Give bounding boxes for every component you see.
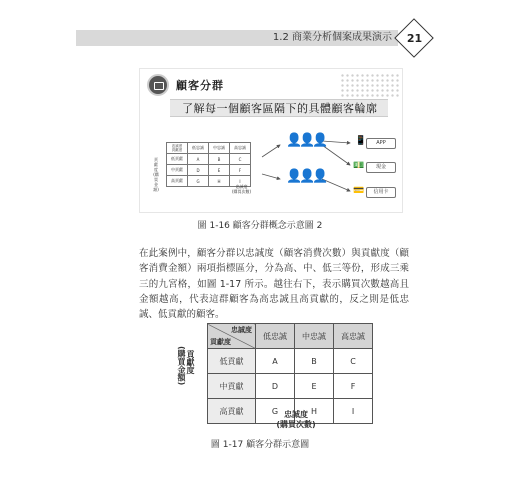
y-axis-label: 貢獻度 [186, 350, 195, 374]
phone-icon: 📱 [355, 136, 367, 146]
corner-top-label: 忠誠度 [231, 326, 252, 334]
col-header-high: 高忠誠 [334, 324, 373, 349]
segment-cell: B [295, 349, 334, 374]
mini-corner-cell: 忠誠度 貢獻度 [167, 143, 188, 154]
mini-cell: E [209, 165, 230, 176]
y-axis-sublabel: (購買金額) [177, 346, 186, 386]
slide-banner-text: 了解每一個顧客區隔下的具體顧客輪廓 [182, 102, 378, 115]
segment-cell: G [256, 399, 295, 424]
slide-title: 顧客分群 [176, 79, 224, 92]
mini-row-header: 高貢獻 [167, 176, 188, 187]
mini-cell: G [188, 176, 209, 187]
mini-col-header: 高忠誠 [230, 143, 251, 154]
arrow-to-cash [322, 145, 350, 165]
segment-cell: I [334, 399, 373, 424]
mini-cell: A [188, 154, 209, 165]
section-title: 1.2 商業分析個案成果演示 [272, 32, 392, 43]
mini-cell: C [230, 154, 251, 165]
channel-cash: 現金 [366, 162, 396, 173]
corner-cell [208, 324, 256, 349]
figure-caption-1: 圖 1-16 顧客分群概念示意圖 2 [197, 221, 323, 231]
channel-app: APP [366, 138, 396, 149]
segment-cell: F [334, 374, 373, 399]
mini-x-axis-label: 忠誠度 (購買次數) [232, 184, 252, 194]
row-header: 中貢獻 [208, 374, 256, 399]
arrow-to-group-2 [262, 174, 280, 179]
customer-group-icon: 👤👤👤 [286, 169, 326, 184]
corner-bottom-label: 貢獻度 [210, 338, 231, 346]
segment-cell: D [256, 374, 295, 399]
col-header-mid: 中忠誠 [295, 324, 334, 349]
row-header: 低貢獻 [208, 349, 256, 374]
mini-cell: I [230, 176, 251, 187]
mini-cell: F [230, 165, 251, 176]
mini-cell: H [209, 176, 230, 187]
segment-cell: H [295, 399, 334, 424]
figure-slide [140, 69, 402, 212]
segment-table [207, 323, 373, 424]
mini-cell: D [188, 165, 209, 176]
mini-row-header: 中貢獻 [167, 165, 188, 176]
arrow-to-app [322, 141, 350, 143]
body-paragraph: 在此案例中，顧客分群以忠誠度（顧客消費次數）與貢獻度（顧客消費金額）兩項指標區分，分為高、中、低三等份，形成三乘三的九宮格，如圖 1-17 所示。越往右下，表示購買次數越高且金額越高，代表這群顧客為高忠誠且高貢獻的，反之則是低忠誠、低貢獻的顧客。 [139, 248, 409, 321]
arrow-to-card [322, 179, 350, 191]
figure-caption-2: 圖 1-17 顧客分群示意圖 [210, 440, 310, 450]
segment-cell: A [256, 349, 295, 374]
page-number: 21 [406, 32, 423, 45]
credit-card-icon: 💳 [353, 186, 365, 196]
segment-cell: C [334, 349, 373, 374]
segment-cell: E [295, 374, 334, 399]
mini-col-header: 低忠誠 [188, 143, 209, 154]
mini-y-axis-label: 貢獻度(購買金額) [153, 157, 159, 192]
customer-group-icon: 👤👤👤 [286, 133, 326, 148]
arrow-to-group-1 [262, 145, 280, 157]
channel-credit-card: 信用卡 [366, 187, 396, 198]
cash-icon: 💵 [353, 161, 365, 171]
x-axis-label: 忠誠度 (購買次數) [276, 410, 316, 429]
mini-col-header: 中忠誠 [209, 143, 230, 154]
row-header: 高貢獻 [208, 399, 256, 424]
mini-cell: B [209, 154, 230, 165]
col-header-low: 低忠誠 [256, 324, 295, 349]
mini-row-header: 低貢獻 [167, 154, 188, 165]
